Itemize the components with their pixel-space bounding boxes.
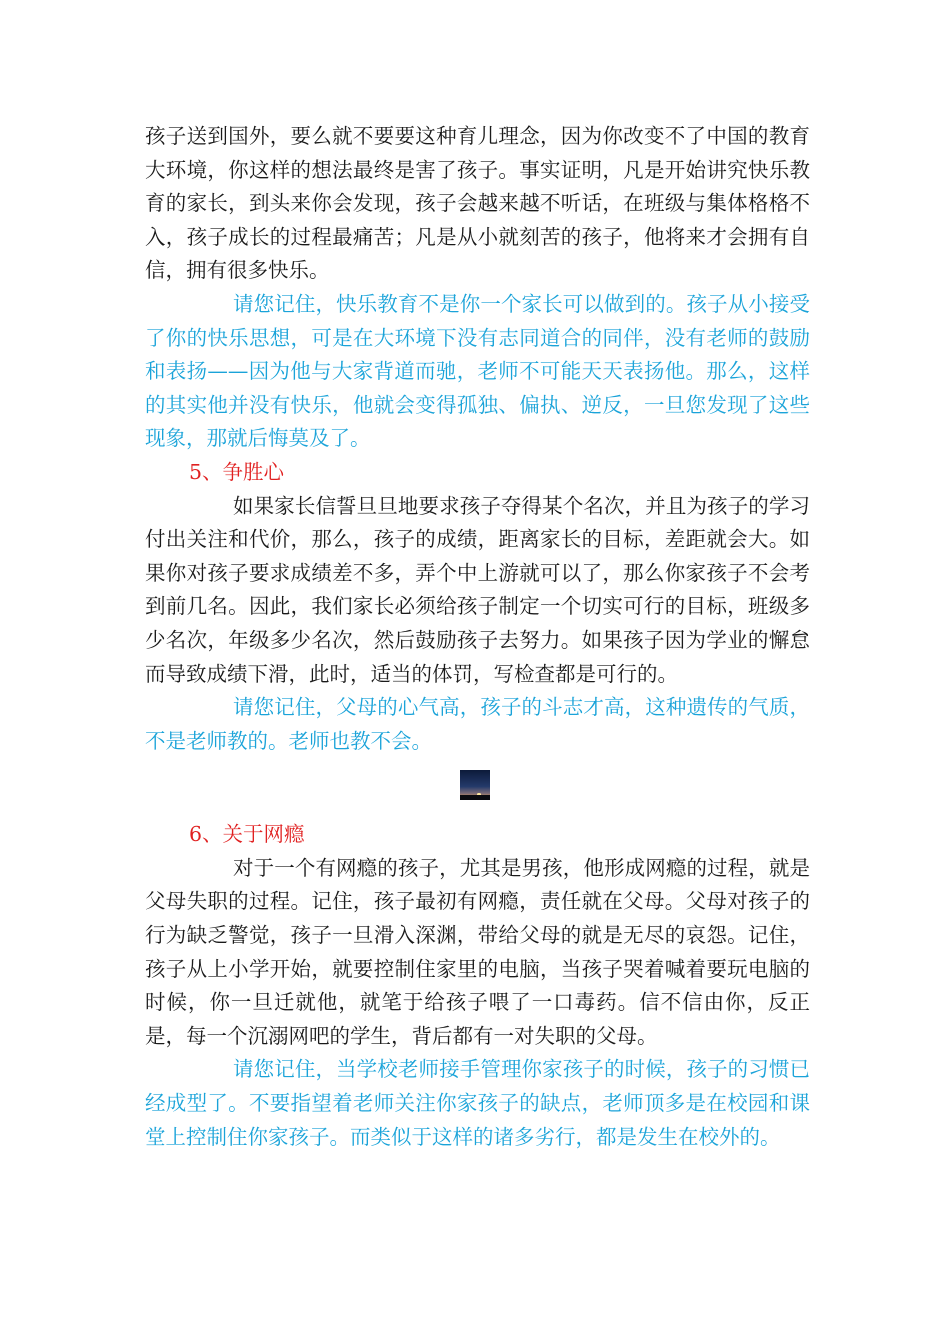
body-paragraph: 孩子送到国外，要么就不要要这种育儿理念，因为你改变不了中国的教育大环境，你这样的想法最终是害了孩子。事实证明，凡是开始讲究快乐教育的家长，到头来你会发现，孩子会越来越不听话，在班级与集体格格不入，孩子成长的过程最痛苦；凡是从小就刻苦的孩子，他将来才会拥有自信，拥有很多快乐。	[145, 124, 810, 283]
section-heading-5: 5、争胜心	[189, 459, 285, 484]
body-paragraph: 如果家长信誓旦旦地要求孩子夺得某个名次，并且为孩子的学习付出关注和代价，那么，孩子的成绩，距离家长的目标，差距就会大。如果你对孩子要求成绩差不多，弄个中上游就可以了，那么你家孩子不会考到前几名。因此，我们家长必须给孩子制定一个切实可行的目标，班级多少名次，年级多少名次，然后鼓励孩子去努力。如果孩子因为学业的懈怠而导致成绩下滑，此时，适当的体罚，写检查都是可行的。	[145, 493, 810, 686]
reminder-paragraph: 请您记住，当学校老师接手管理你家孩子的时候，孩子的习惯已经成型了。不要指望着老师关注你家孩子的缺点，老师顶多是在校园和课堂上控制住你家孩子。而类似于这样的诸多劣行，都是发生在校外的。	[145, 1057, 810, 1149]
night-sky-image	[460, 770, 490, 800]
reminder-paragraph: 请您记住，快乐教育不是你一个家长可以做到的。孩子从小接受了你的快乐思想，可是在大环境下没有志同道合的同伴，没有老师的鼓励和表扬——因为他与大家背道而驰，老师不可能天天表扬他。那么，这样的其实他并没有快乐，他就会变得孤独、偏执、逆反，一旦您发现了这些现象，那就后悔莫及了。	[145, 291, 810, 451]
body-paragraph: 对于一个有网瘾的孩子，尤其是男孩，他形成网瘾的过程，就是父母失职的过程。记住，孩子最初有网瘾，责任就在父母。父母对孩子的行为缺乏警觉，孩子一旦滑入深渊，带给父母的就是无尽的哀怨。记住，孩子从上小学开始，就要控制住家里的电脑，当孩子哭着喊着要玩电脑的时候，你一旦迁就他，就笔于给孩子喂了一口毒药。信不信由你，反正是，每一个沉溺网吧的学生，背后都有一对失职的父母。	[145, 855, 810, 1048]
reminder-paragraph: 请您记住，父母的心气高，孩子的斗志才高，这种遗传的气质，不是老师教的。老师也教不会。	[145, 695, 810, 753]
section-heading-6: 6、关于网瘾	[189, 822, 305, 847]
document-page	[145, 120, 810, 1154]
image-row	[145, 758, 810, 818]
